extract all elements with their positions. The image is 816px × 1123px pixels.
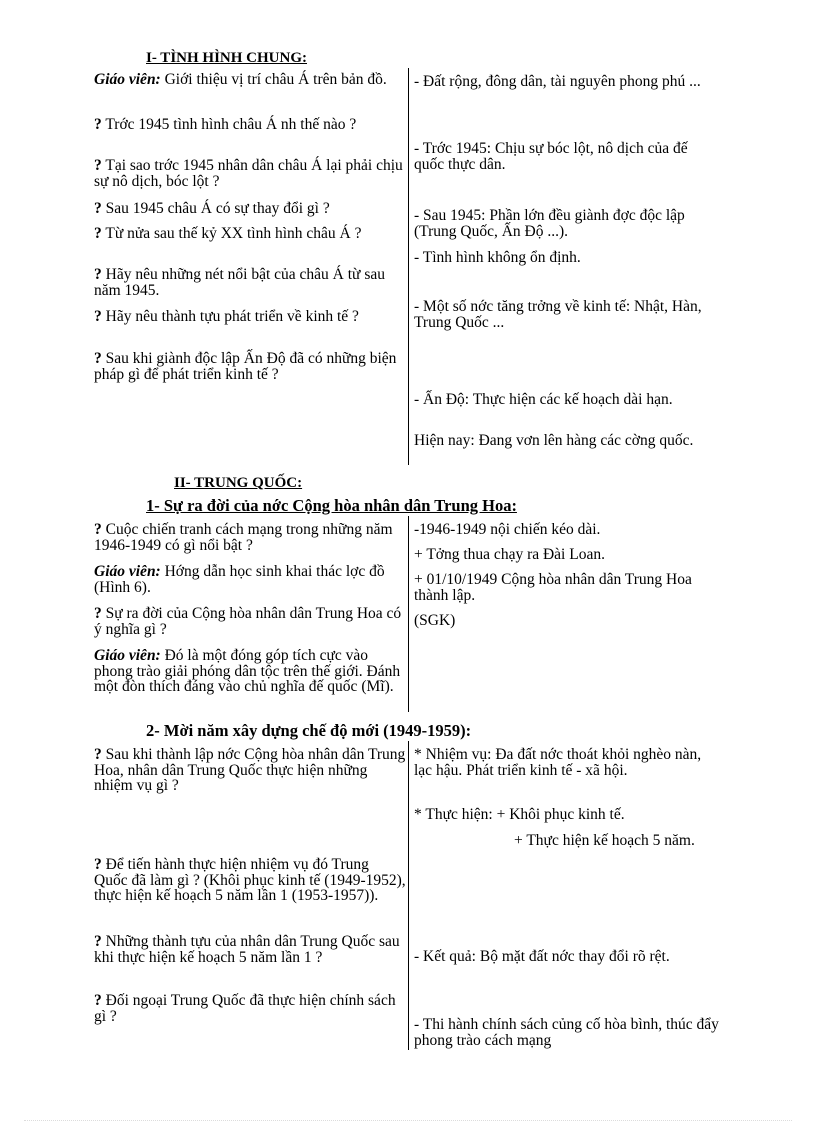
teacher-note-text: Hớng dẫn học sinh khai thác lợc đồ (Hình 6). [94, 563, 385, 596]
answer-text: * Nhiệm vụ: Đa đất nớc thoát khỏi nghèo nàn, lạc hậu. Phát triển kinh tế - xã hội. [414, 746, 702, 779]
question [94, 747, 406, 794]
teacher-note-text: Giới thiệu vị trí châu Á trên bản đồ. [164, 71, 387, 88]
question [94, 226, 406, 242]
question-mark: ? [94, 157, 102, 174]
question-text: Trớc 1945 tình hình châu Á nh thế nào ? [105, 116, 357, 133]
question [94, 993, 406, 1024]
answer-text: Hiện nay: Đang vơn lên hàng các cờng quốc. [414, 432, 694, 449]
page-bottom-border [24, 1120, 792, 1121]
question-text: Sau khi thành lập nớc Cộng hòa nhân dân Trung Hoa, nhân dân Trung Quốc thực hiện những nhiệm vụ gì ? [94, 746, 406, 794]
question-mark: ? [94, 521, 102, 538]
question [94, 857, 406, 904]
question [94, 117, 406, 133]
question [94, 934, 406, 965]
teacher-note [94, 72, 406, 88]
section-heading-1: I- TÌNH HÌNH CHUNG: [146, 50, 307, 66]
answer-text: + 01/10/1949 Cộng hòa nhân dân Trung Hoa thành lập. [414, 571, 692, 604]
question-mark: ? [94, 856, 102, 873]
question [94, 309, 406, 325]
subsection-heading-2-2: 2- Mời năm xây dựng chế độ mới (1949-1959): [146, 721, 472, 740]
section-2-table [94, 516, 720, 712]
answer-text: - Tình hình không ổn định. [414, 249, 581, 266]
answer-text: - Ấn Độ: Thực hiện các kế hoạch dài hạn. [414, 391, 673, 408]
question-text: Hãy nêu thành tựu phát triển về kinh tế ? [105, 308, 359, 325]
teacher-label: Giáo viên: [94, 563, 161, 580]
answer-text: + Thực hiện kế hoạch 5 năm. [514, 832, 695, 849]
question-text: Đối ngoại Trung Quốc đã thực hiện chính sách gì ? [94, 992, 396, 1025]
answer-text: - Kết quả: Bộ mặt đất nớc thay đổi rõ rệt. [414, 948, 670, 965]
question-mark: ? [94, 746, 102, 763]
answer-text: - Trớc 1945: Chịu sự bóc lột, nô dịch của đế quốc thực dân. [414, 140, 688, 173]
question-mark: ? [94, 350, 102, 367]
question-text: Tại sao trớc 1945 nhân dân châu Á lại phải chịu sự nô dịch, bóc lột ? [94, 157, 403, 190]
question-text: Từ nửa sau thế kỷ XX tình hình châu Á ? [105, 225, 362, 242]
answer-text: - Một số nớc tăng trởng về kinh tế: Nhật, Hàn, Trung Quốc ... [414, 298, 702, 331]
column-divider [408, 741, 409, 1050]
question [94, 158, 406, 189]
question-text: Hãy nêu những nét nổi bật của châu Á từ sau năm 1945. [94, 266, 385, 299]
answer-text: * Thực hiện: + Khôi phục kinh tế. [414, 806, 625, 823]
question [94, 351, 406, 382]
teacher-label: Giáo viên: [94, 71, 161, 88]
question-text: Cuộc chiến tranh cách mạng trong những năm 1946-1949 có gì nổi bật ? [94, 521, 393, 554]
answer-text: - Sau 1945: Phần lớn đều giành đợc độc lập (Trung Quốc, Ấn Độ ...). [414, 207, 685, 240]
answer-text: - Đất rộng, đông dân, tài nguyên phong phú ... [414, 73, 701, 90]
question-mark: ? [94, 200, 102, 217]
question-mark: ? [94, 992, 102, 1009]
teacher-label: Giáo viên: [94, 647, 161, 664]
question-text: Những thành tựu của nhân dân Trung Quốc sau khi thực hiện kế hoạch 5 năm lần 1 ? [94, 933, 400, 966]
question-text: Sau khi giành độc lập Ấn Độ đã có những biện pháp gì để phát triển kinh tế ? [94, 350, 397, 383]
question-text: Sự ra đời của Cộng hòa nhân dân Trung Hoa có ý nghĩa gì ? [94, 605, 402, 638]
question-mark: ? [94, 225, 102, 242]
column-divider [408, 516, 409, 712]
teacher-note [94, 564, 406, 595]
answer-text: + Tởng thua chạy ra Đài Loan. [414, 546, 605, 563]
section-3-table [94, 741, 720, 1050]
question-text: Để tiến hành thực hiện nhiệm vụ đó Trung Quốc đã làm gì ? (Khôi phục kinh tế (1949-1952), thực hiện kế hoạch 5 năm lần 1 (1953-1957)). [94, 856, 406, 904]
teacher-note-text: Đó là một đóng góp tích cực vào phong trào giải phóng dân tộc trên thế giới. Đánh một đòn thích đáng vào chủ nghĩa đế quốc (Mĩ). [94, 647, 401, 695]
answer-text: -1946-1949 nội chiến kéo dài. [414, 521, 601, 538]
question-mark: ? [94, 116, 102, 133]
question-mark: ? [94, 308, 102, 325]
question [94, 606, 406, 637]
question [94, 522, 406, 553]
question-text: Sau 1945 châu Á có sự thay đổi gì ? [105, 200, 330, 217]
answer-text: (SGK) [414, 612, 456, 629]
question-mark: ? [94, 933, 102, 950]
section-1-table [94, 68, 720, 465]
column-divider [408, 68, 409, 465]
answer-text: - Thi hành chính sách củng cố hòa bình, thúc đẩy phong trào cách mạng [414, 1016, 719, 1049]
question [94, 201, 406, 217]
teacher-note [94, 648, 406, 695]
section-heading-2: II- TRUNG QUỐC: [174, 475, 303, 491]
subsection-heading-2-1: 1- Sự ra đời của nớc Cộng hòa nhân dân Trung Hoa: [146, 496, 517, 515]
question [94, 267, 406, 298]
question-mark: ? [94, 266, 102, 283]
question-mark: ? [94, 605, 102, 622]
